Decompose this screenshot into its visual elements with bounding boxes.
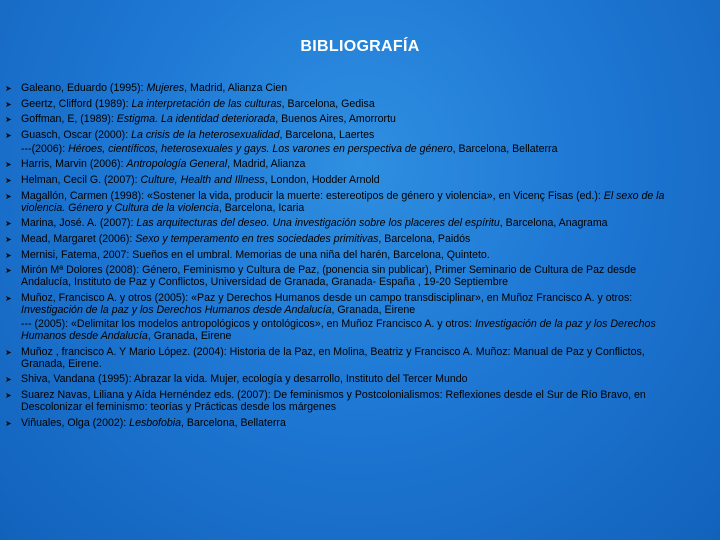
arrow-bullet-icon: ➤ [5, 130, 12, 140]
arrow-bullet-icon: ➤ [5, 219, 12, 229]
reference-item [5, 129, 673, 141]
arrow-bullet-icon: ➤ [5, 250, 12, 260]
reference-item [5, 346, 673, 370]
reference-text: , Barcelona, Gedisa [281, 97, 375, 110]
reference-text: Suarez Navas, Liliana y Aída Hernéndez eds. (2007): De feminismos y Postcolonialismos: Reflexiones desde el Sur de Río Bravo, en Descolonizar el feminismo: teorías y Prácticas desde los márgenes [21, 388, 646, 414]
reference-text: Shiva, Vandana (1995): Abrazar la vida. Mujer, ecología y desarrollo, Instituto del Tercer Mundo [21, 373, 468, 386]
reference-text: , Barcelona, Laertes [279, 128, 375, 141]
reference-text: Viñuales, Olga (2002): [21, 416, 130, 429]
slide-title: BIBLIOGRAFÍA [300, 38, 420, 55]
arrow-bullet-icon: ➤ [5, 390, 12, 400]
reference-text: Muñoz , francisco A. Y Mario López. (2004): Historia de la Paz, en Molina, Beatriz y Francisco A. Muñoz: Manual de Paz y Conflictos, Granada, Eirene. [21, 345, 645, 370]
reference-italic-text: Héroes, científicos, heterosexuales y gays. Los varones en perspectiva de género [68, 142, 453, 155]
reference-text: , Barcelona, Paidós [378, 232, 471, 245]
reference-text: Mernisi, Fatema, 2007: Sueños en el umbral. Memorias de una niña del harén, Barcelona, Quinteto. [21, 248, 490, 261]
arrow-bullet-icon: ➤ [5, 375, 12, 385]
reference-item [5, 113, 673, 125]
reference-italic-text: Culture, Health and Illness [140, 174, 265, 187]
reference-item [5, 417, 673, 429]
reference-item [5, 292, 673, 316]
reference-item [5, 318, 673, 342]
reference-text: , Barcelona, Bellaterra [181, 416, 286, 429]
reference-item [5, 190, 673, 214]
reference-text: , Madrid, Alianza Cien [184, 82, 288, 94]
reference-italic-text: Sexo y temperamento en tres sociedades primitivas [135, 232, 379, 245]
arrow-bullet-icon: ➤ [5, 84, 12, 93]
reference-item [5, 249, 673, 261]
reference-text: Helman, Cecil G. (2007): [21, 174, 141, 187]
reference-text: Mead, Margaret (2006): [21, 232, 136, 245]
arrow-bullet-icon: ➤ [5, 234, 12, 244]
reference-text: Goffman, E, (1989): [21, 113, 117, 126]
reference-item [5, 233, 673, 245]
reference-text: --- (2005): «Delimitar los modelos antropológicos y ontológicos», en Muñoz Francisco A. y otros: [21, 318, 475, 330]
reference-text: Magallón, Carmen (1998): «Sostener la vida, producir la muerte: estereotipos de género y violencia», en Vicenç Fisas (ed.): [21, 189, 604, 202]
reference-text: Marina, José. A. (2007): [21, 217, 137, 230]
reference-text: ---(2006): [21, 142, 69, 155]
reference-item [5, 373, 673, 385]
reference-italic-text: Las arquitecturas del deseo. Una investigación sobre los placeres del espíritu [136, 217, 500, 230]
reference-item [5, 158, 673, 170]
arrow-bullet-icon: ➤ [5, 115, 12, 125]
reference-text: Galeano, Eduardo (1995): [21, 82, 147, 94]
reference-item [5, 174, 673, 186]
reference-text: Guasch, Oscar (2000): [21, 128, 132, 141]
reference-item [5, 143, 673, 155]
reference-item [5, 264, 673, 288]
reference-text: Geertz, Clifford (1989): [21, 97, 132, 110]
reference-text: , Barcelona, Bellaterra [452, 142, 558, 155]
arrow-bullet-icon: ➤ [5, 160, 12, 170]
reference-italic-text: Investigación de la paz y los Derechos Humanos desde Andalucía [21, 303, 332, 316]
arrow-bullet-icon: ➤ [5, 99, 12, 109]
reference-italic-text: El sexo de la violencia. Género y Cultura de la violencia [21, 189, 665, 214]
reference-item [5, 82, 673, 94]
arrow-bullet-icon: ➤ [5, 293, 12, 303]
reference-text: Muñoz, Francisco A. y otros (2005): «Paz y Derechos Humanos desde un campo transdisciplinar», en Muñoz Francisco A. y otros: [21, 291, 633, 304]
reference-text: , Madrid, Alianza [227, 158, 306, 171]
arrow-bullet-icon: ➤ [5, 347, 12, 357]
arrow-bullet-icon: ➤ [5, 418, 12, 428]
reference-text: , Barcelona, Anagrama [499, 217, 608, 230]
reference-italic-text: Mujeres [146, 82, 185, 94]
reference-text: Mirón Mª Dolores (2008): Género, Feminismo y Cultura de Paz, (ponencia sin publicar), Primer Seminario de Cultura de Paz desde Andalucía, Instituto de Paz y Conflictos, Universidad de Granada, Granada- España , 19-20 Septiembre [21, 264, 637, 289]
reference-text: , Granada, Eirene [331, 303, 416, 316]
arrow-bullet-icon: ➤ [5, 176, 12, 186]
arrow-bullet-icon: ➤ [5, 266, 12, 276]
reference-italic-text: Estigma. La identidad deteriorada [116, 113, 276, 126]
reference-text: , London, Hodder Arnold [264, 174, 380, 187]
reference-text: , Buenos Aires, Amorrortu [275, 113, 396, 126]
reference-italic-text: La interpretación de las culturas [131, 97, 282, 110]
reference-italic-text: La crisis de la heterosexualidad [131, 128, 280, 141]
reference-list [5, 82, 673, 432]
reference-italic-text: Investigación de la paz y los Derechos Humanos desde Andalucía [21, 318, 656, 343]
reference-item [5, 217, 673, 229]
reference-italic-text: Antropología General [126, 158, 228, 171]
arrow-bullet-icon: ➤ [5, 191, 12, 201]
reference-item [5, 98, 673, 110]
reference-text: , Granada, Eirene [147, 330, 232, 343]
reference-item [5, 389, 673, 413]
reference-text: Harris, Marvin (2006): [21, 158, 127, 171]
reference-text: , Barcelona, Icaria [218, 201, 305, 214]
reference-italic-text: Lesbofobia [129, 416, 182, 429]
